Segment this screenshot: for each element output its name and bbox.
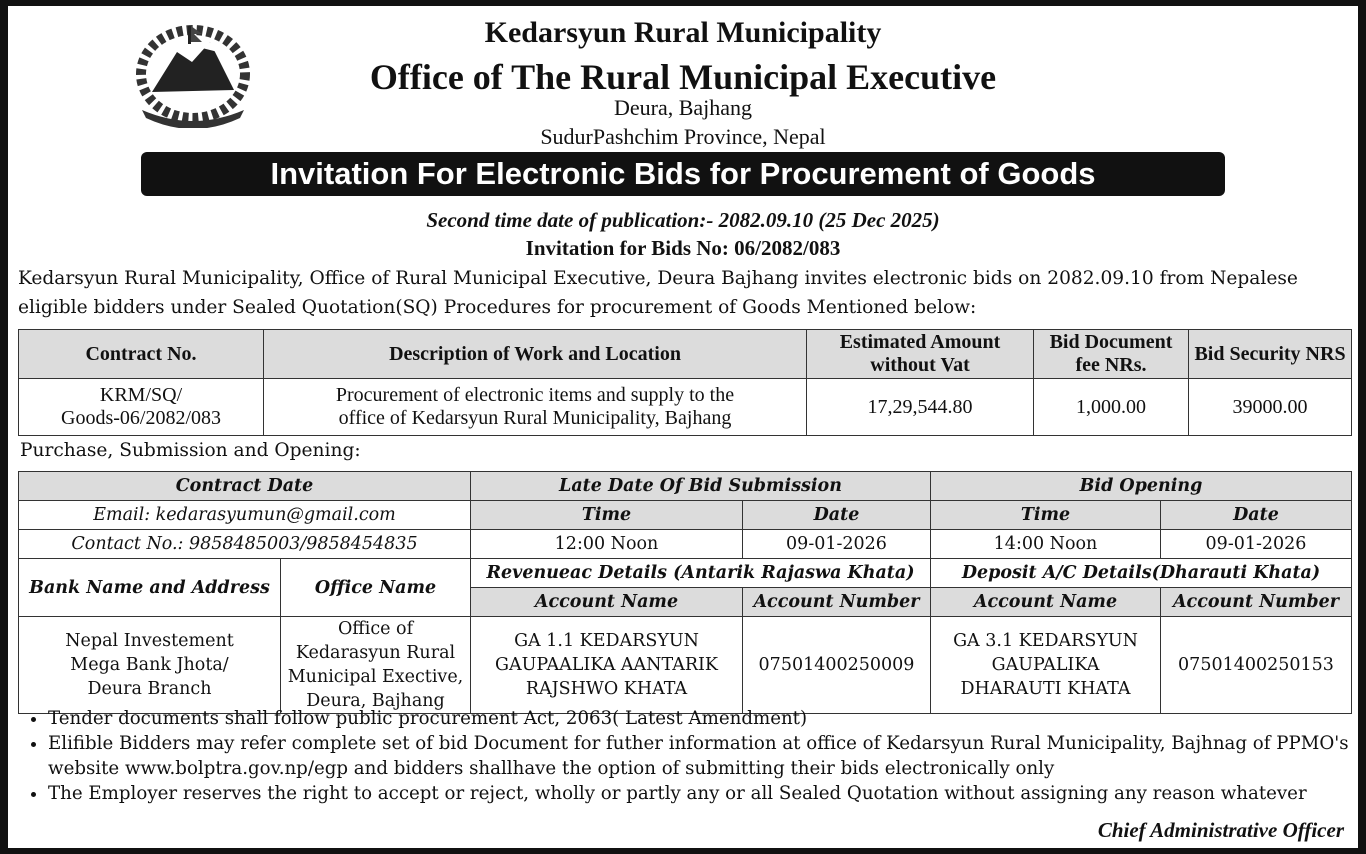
account-name-line: GAUPALIKA [991, 655, 1100, 675]
office-line: Office of [337, 619, 414, 639]
description-cell [264, 379, 807, 436]
office-line: Deura, Bajhang [306, 691, 445, 711]
note-item: • Elifible Bidders may refer complete set of bid Document for futher information at office of Kedarsyun Rural Municipality, Bajhnag of PPMO's website www.bolptra.gov.np/egp and bidders shallhave the option of submitting their bids electronically only [48, 731, 1360, 781]
header-bid-fee: Bid Document fee NRs. [1034, 330, 1189, 379]
opening-time-header: Time [931, 501, 1161, 530]
bank-header: Bank Name and Address [19, 559, 281, 617]
header-bid-security: Bid Security NRS [1189, 330, 1352, 379]
submission-time-header: Time [471, 501, 743, 530]
deposit-account-number-header: Account Number [1161, 588, 1352, 617]
table-row [19, 379, 1352, 436]
late-date-header: Late Date Of Bid Submission [471, 472, 931, 501]
bank-line: Nepal Investement [65, 631, 234, 651]
signature: Chief Administrative Officer [1097, 818, 1344, 842]
account-name-line: GA 1.1 KEDARSYUN [514, 631, 699, 651]
municipality-name: Kedarsyun Rural Municipality [484, 16, 882, 49]
note-item: • The Employer reserves the right to accept or reject, wholly or partly any or all Sealed Quotation without assigning any reason whatever [48, 781, 1360, 806]
contact-cell: Contact No.: 9858485003/9858454835 [19, 530, 471, 559]
bank-line: Deura Branch [87, 679, 212, 699]
publication-date: Second time date of publication:- 2082.09.10 (25 Dec 2025) [426, 208, 940, 232]
description-line: office of Kedarsyun Rural Municipality, Bajhang [338, 407, 732, 429]
revenue-account-number-header: Account Number [743, 588, 931, 617]
revenue-account-number-cell: 07501400250009 [743, 617, 931, 714]
account-name-line: DHARAUTI KHATA [960, 679, 1131, 699]
address-line-1: Deura, Bajhang [613, 95, 753, 120]
email-cell: Email: kedarasyumun@gmail.com [19, 501, 471, 530]
contract-date-header: Contract Date [19, 472, 471, 501]
header-description: Description of Work and Location [264, 330, 807, 379]
office-name: Office of The Rural Municipal Executive [369, 57, 997, 97]
revenue-account-name-cell [471, 617, 743, 714]
deposit-account-name-header: Account Name [931, 588, 1161, 617]
deposit-account-name-cell [931, 617, 1161, 714]
office-line: Municipal Exective, [287, 667, 464, 687]
submission-date-header: Date [743, 501, 931, 530]
description-line: Procurement of electronic items and supply to the [335, 384, 735, 406]
deposit-header: Deposit A/C Details(Dharauti Khata) [931, 559, 1352, 588]
office-line: Kedarasyun Rural [295, 643, 456, 663]
account-name-line: RAJSHWO KHATA [525, 679, 688, 699]
notice-title-banner: Invitation For Electronic Bids for Procurement of Goods [141, 152, 1225, 196]
deposit-account-number-cell: 07501400250153 [1161, 617, 1352, 714]
intro-paragraph: Kedarsyun Rural Municipality, Office of Rural Municipal Executive, Deura Bajhang invites electronic bids on 2082.09.10 from Nepalese eligible bidders under Sealed Quotation(SQ) Procedures for procurement of Goods Mentioned below: [18, 268, 1298, 318]
address-line-2: SudurPashchim Province, Nepal [540, 124, 826, 149]
submission-date-cell: 09-01-2026 [743, 530, 931, 559]
contract-table [18, 329, 1352, 436]
bank-line: Mega Bank Jhota/ [70, 655, 229, 675]
opening-date-header: Date [1161, 501, 1352, 530]
contract-no-cell [19, 379, 264, 436]
notes-list [24, 706, 1360, 806]
office-header: Office Name [281, 559, 471, 617]
estimated-amount-cell: 17,29,544.80 [807, 379, 1034, 436]
revenue-account-name-header: Account Name [471, 588, 743, 617]
revenue-header: Revenueac Details (Antarik Rajaswa Khata) [471, 559, 931, 588]
table-row [19, 617, 1352, 714]
opening-date-cell: 09-01-2026 [1161, 530, 1352, 559]
account-name-line: GA 3.1 KEDARSYUN [953, 631, 1138, 651]
header-estimated-amount: Estimated Amount without Vat [807, 330, 1034, 379]
purchase-section-title: Purchase, Submission and Opening: [20, 440, 361, 461]
bank-cell [19, 617, 281, 714]
bid-fee-cell: 1,000.00 [1034, 379, 1189, 436]
notice-page [8, 6, 1358, 848]
opening-time-cell: 14:00 Noon [931, 530, 1161, 559]
contract-no-line: Goods-06/2082/083 [61, 407, 221, 429]
note-item: • Tender documents shall follow public procurement Act, 2063( Latest Amendment) [48, 706, 1360, 731]
contract-no-line: KRM/SQ/ [99, 384, 183, 406]
header-contract-no: Contract No. [19, 330, 264, 379]
ifb-number: Invitation for Bids No: 06/2082/083 [525, 236, 841, 260]
bid-opening-header: Bid Opening [931, 472, 1352, 501]
bid-security-cell: 39000.00 [1189, 379, 1352, 436]
account-name-line: GAUPAALIKA AANTARIK [494, 655, 718, 675]
submission-time-cell: 12:00 Noon [471, 530, 743, 559]
office-cell [281, 617, 471, 714]
schedule-table [18, 471, 1352, 714]
